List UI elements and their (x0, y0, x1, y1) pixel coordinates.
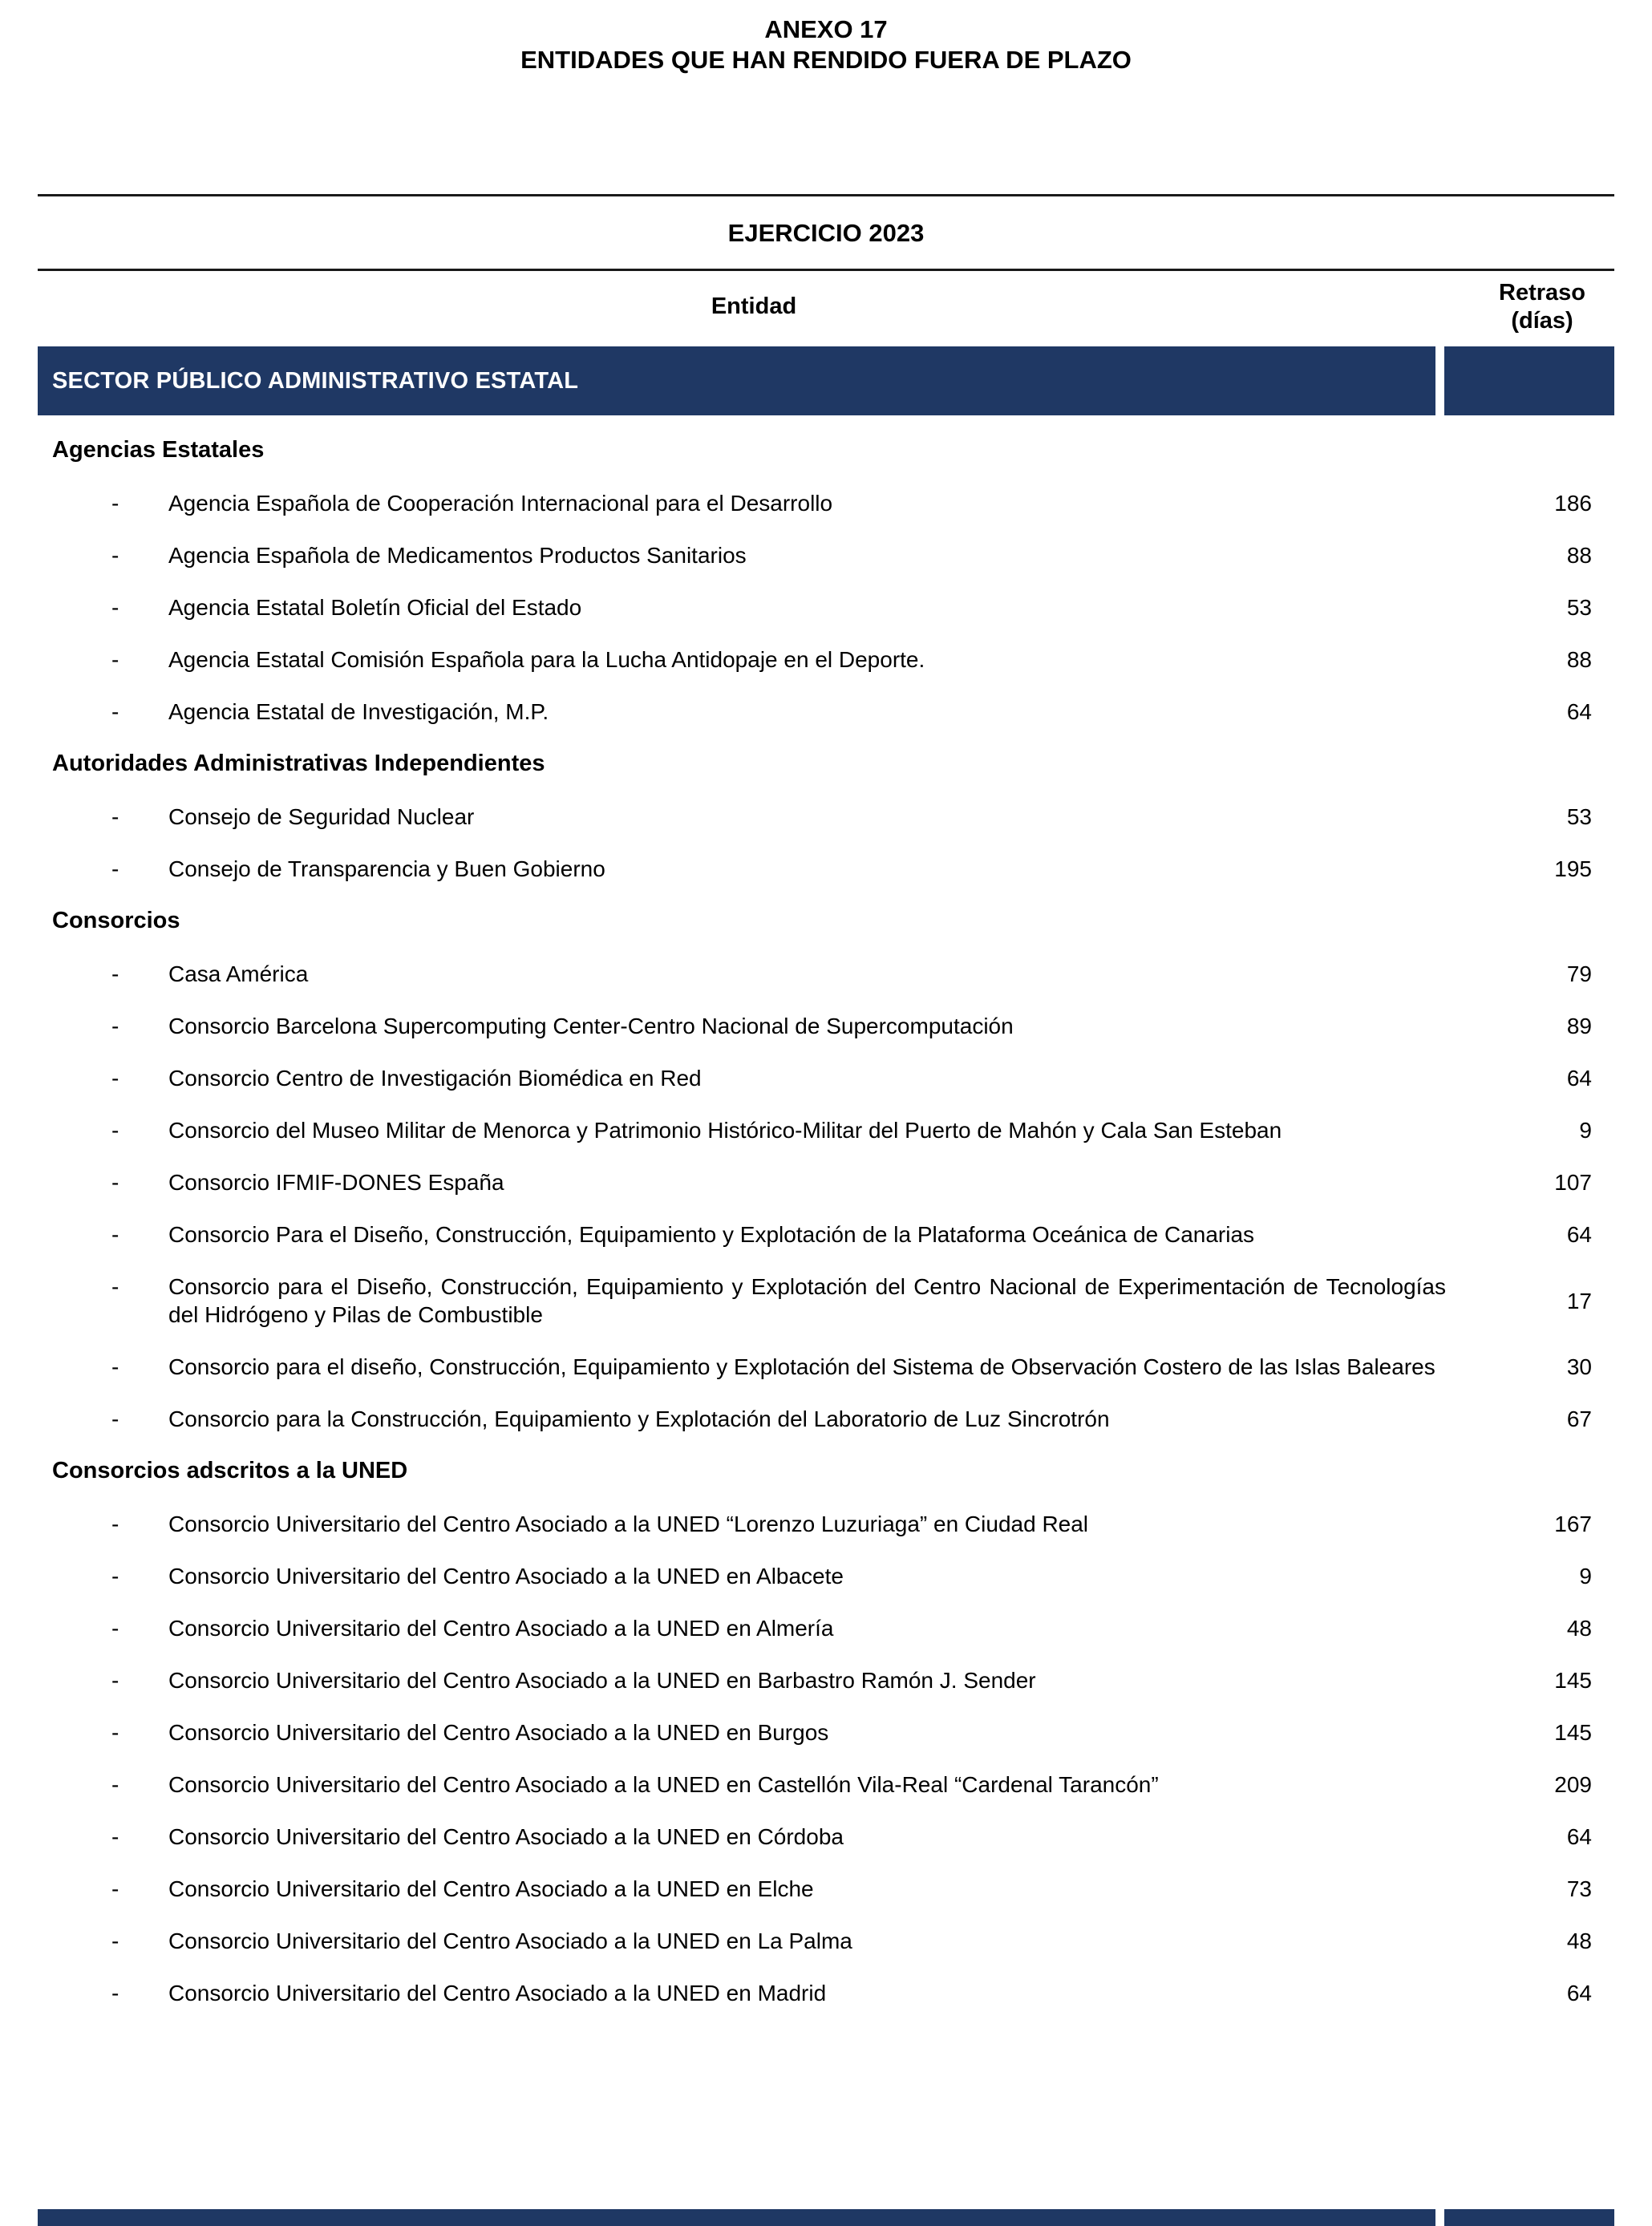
entity-list (38, 436, 1614, 2007)
bullet-dash: - (111, 1772, 119, 1797)
bullet-dash: - (111, 1512, 119, 1536)
entity-name: Consorcio Universitario del Centro Asociado a la UNED en La Palma (168, 1929, 852, 1953)
entity-row (38, 1562, 1614, 1590)
entity-row (38, 855, 1614, 883)
bullet-dash: - (111, 1981, 119, 2005)
bullet-dash: - (111, 1170, 119, 1195)
column-header-entity: Entidad (711, 293, 797, 319)
delay-days: 48 (1566, 1616, 1592, 1641)
group-heading: Consorcios (52, 908, 180, 933)
entity-row (38, 1771, 1614, 1799)
next-section-banner-main (38, 2209, 1435, 2226)
entity-row (38, 1666, 1614, 1694)
delay-days: 64 (1566, 1981, 1592, 2005)
bullet-dash: - (111, 1616, 119, 1641)
bullet-dash: - (111, 1824, 119, 1849)
bullet-dash: - (111, 543, 119, 568)
entity-name: Consorcio Universitario del Centro Asociado a la UNED en Córdoba (168, 1824, 844, 1849)
group-heading: Consorcios adscritos a la UNED (52, 1458, 408, 1483)
entity-row (38, 1116, 1614, 1144)
entity-name: Consorcio Universitario del Centro Asociado a la UNED “Lorenzo Luzuriaga” en Ciudad Real (168, 1512, 1089, 1536)
delay-days: 53 (1566, 804, 1592, 829)
delay-days: 17 (1566, 1288, 1592, 1313)
bullet-dash: - (111, 1929, 119, 1953)
delay-days: 64 (1566, 1066, 1592, 1091)
bullet-dash: - (111, 1354, 119, 1379)
entity-name: Consorcio Universitario del Centro Asociado a la UNED en Elche (168, 1876, 814, 1901)
bullet-dash: - (111, 491, 119, 516)
bullet-dash: - (111, 1406, 119, 1431)
table-column-headers (38, 279, 1614, 335)
entity-name: Consorcio Universitario del Centro Asociado a la UNED en Castellón Vila-Real “Cardenal Tarancón” (168, 1772, 1159, 1797)
column-header-delay (1470, 279, 1614, 335)
delay-days: 64 (1566, 699, 1592, 724)
entity-row (38, 593, 1614, 621)
entity-name: Consorcio del Museo Militar de Menorca y Patrimonio Histórico-Militar del Puerto de Mahón y Cala San Esteban (168, 1118, 1282, 1143)
next-section-banner-cutoff (38, 2209, 1614, 2226)
entity-name: Consorcio Universitario del Centro Asociado a la UNED en Barbastro Ramón J. Sender (168, 1668, 1036, 1693)
bullet-dash: - (111, 1274, 119, 1299)
entity-row (38, 960, 1614, 988)
entity-name: Consorcio Universitario del Centro Asociado a la UNED en Madrid (168, 1981, 827, 2005)
entity-row (38, 1168, 1614, 1196)
bullet-dash: - (111, 1720, 119, 1745)
delay-days: 145 (1554, 1668, 1592, 1693)
delay-days: 186 (1554, 491, 1592, 516)
delay-days: 88 (1566, 647, 1592, 672)
entity-row (38, 646, 1614, 674)
next-section-banner-days-cell (1444, 2209, 1614, 2226)
entity-name: Consorcio Barcelona Supercomputing Center-Centro Nacional de Supercomputación (168, 1014, 1014, 1038)
section-banner (38, 346, 1614, 415)
delay-days: 64 (1566, 1824, 1592, 1849)
group-heading: Agencias Estatales (52, 437, 265, 463)
entity-row (38, 1064, 1614, 1092)
entity-name: Consorcio Universitario del Centro Asociado a la UNED en Burgos (168, 1720, 829, 1745)
bullet-dash: - (111, 1222, 119, 1247)
entity-row (38, 1012, 1614, 1040)
column-header-delay-line1: Retraso (1499, 280, 1585, 306)
entity-row (38, 1220, 1614, 1249)
entity-name: Casa América (168, 961, 309, 986)
annex-subtitle: ENTIDADES QUE HAN RENDIDO FUERA DE PLAZO (520, 46, 1132, 74)
entity-row (38, 1875, 1614, 1903)
entity-row (38, 1405, 1614, 1433)
group-heading: Autoridades Administrativas Independientes (52, 751, 545, 776)
entity-name: Consorcio para el diseño, Construcción, Equipamiento y Explotación del Sistema de Observación Costero de las Islas Baleares (168, 1354, 1435, 1379)
exercise-year-title: EJERCICIO 2023 (727, 219, 925, 247)
delay-days: 48 (1566, 1929, 1592, 1953)
entity-row (38, 1353, 1614, 1381)
bullet-dash: - (111, 1014, 119, 1038)
section-banner-title: SECTOR PÚBLICO ADMINISTRATIVO ESTATAL (52, 367, 579, 394)
entity-name: Agencia Española de Cooperación Internacional para el Desarrollo (168, 491, 833, 516)
document-header (38, 14, 1614, 75)
delay-days: 73 (1566, 1876, 1592, 1901)
entity-row (38, 1927, 1614, 1955)
delay-days: 67 (1566, 1406, 1592, 1431)
entity-name: Agencia Estatal de Investigación, M.P. (168, 699, 549, 724)
entity-row (38, 1979, 1614, 2007)
annex-title: ANEXO 17 (764, 15, 888, 43)
entity-row (38, 541, 1614, 569)
entity-name: Agencia Española de Medicamentos Productos Sanitarios (168, 543, 747, 568)
horizontal-rule-bottom (38, 269, 1614, 271)
entity-row (38, 803, 1614, 831)
entity-name: Consorcio Universitario del Centro Asociado a la UNED en Albacete (168, 1564, 844, 1589)
delay-days: 64 (1566, 1222, 1592, 1247)
bullet-dash: - (111, 856, 119, 881)
entity-name: Consorcio Universitario del Centro Asociado a la UNED en Almería (168, 1616, 834, 1641)
entity-row (38, 489, 1614, 517)
entity-row (38, 1718, 1614, 1746)
delay-days: 88 (1566, 543, 1592, 568)
entity-name: Agencia Estatal Comisión Española para la Lucha Antidopaje en el Deporte. (168, 647, 925, 672)
bullet-dash: - (111, 595, 119, 620)
column-header-delay-line2: (días) (1511, 308, 1573, 334)
entity-name: Consejo de Seguridad Nuclear (168, 804, 475, 829)
entity-row (38, 1614, 1614, 1642)
bullet-dash: - (111, 1876, 119, 1901)
bullet-dash: - (111, 804, 119, 829)
entity-name: Consorcio Centro de Investigación Biomédica en Red (168, 1066, 702, 1091)
entity-row (38, 698, 1614, 726)
bullet-dash: - (111, 1564, 119, 1589)
entity-name: Consorcio para la Construcción, Equipamiento y Explotación del Laboratorio de Luz Sincrotrón (168, 1406, 1110, 1431)
delay-days: 107 (1554, 1170, 1592, 1195)
bullet-dash: - (111, 699, 119, 724)
bullet-dash: - (111, 647, 119, 672)
delay-days: 9 (1579, 1118, 1592, 1143)
entity-name: Consejo de Transparencia y Buen Gobierno (168, 856, 605, 881)
delay-days: 195 (1554, 856, 1592, 881)
delay-days: 30 (1566, 1354, 1592, 1379)
delay-days: 209 (1554, 1772, 1592, 1797)
entity-name: Consorcio Para el Diseño, Construcción, Equipamiento y Explotación de la Plataforma Oceánica de Canarias (168, 1222, 1255, 1247)
delay-days: 167 (1554, 1512, 1592, 1536)
delay-days: 9 (1579, 1564, 1592, 1589)
section-banner-days-cell (1444, 346, 1614, 415)
entity-name: Consorcio IFMIF-DONES España (168, 1170, 504, 1195)
entity-row (38, 1510, 1614, 1538)
delay-days: 145 (1554, 1720, 1592, 1745)
delay-days: 53 (1566, 595, 1592, 620)
bullet-dash: - (111, 1066, 119, 1091)
bullet-dash: - (111, 1668, 119, 1693)
entity-row (38, 1823, 1614, 1851)
bullet-dash: - (111, 1118, 119, 1143)
entity-row (38, 1273, 1614, 1329)
section-banner-main (38, 346, 1435, 415)
entity-name: Consorcio para el Diseño, Construcción, Equipamiento y Explotación del Centro Nacional de Experimentación de Tecnologías del Hidrógeno y Pilas de Combustible (168, 1274, 1446, 1327)
entity-name: Agencia Estatal Boletín Oficial del Estado (168, 595, 582, 620)
delay-days: 79 (1566, 961, 1592, 986)
delay-days: 89 (1566, 1014, 1592, 1038)
bullet-dash: - (111, 961, 119, 986)
horizontal-rule-top (38, 194, 1614, 196)
